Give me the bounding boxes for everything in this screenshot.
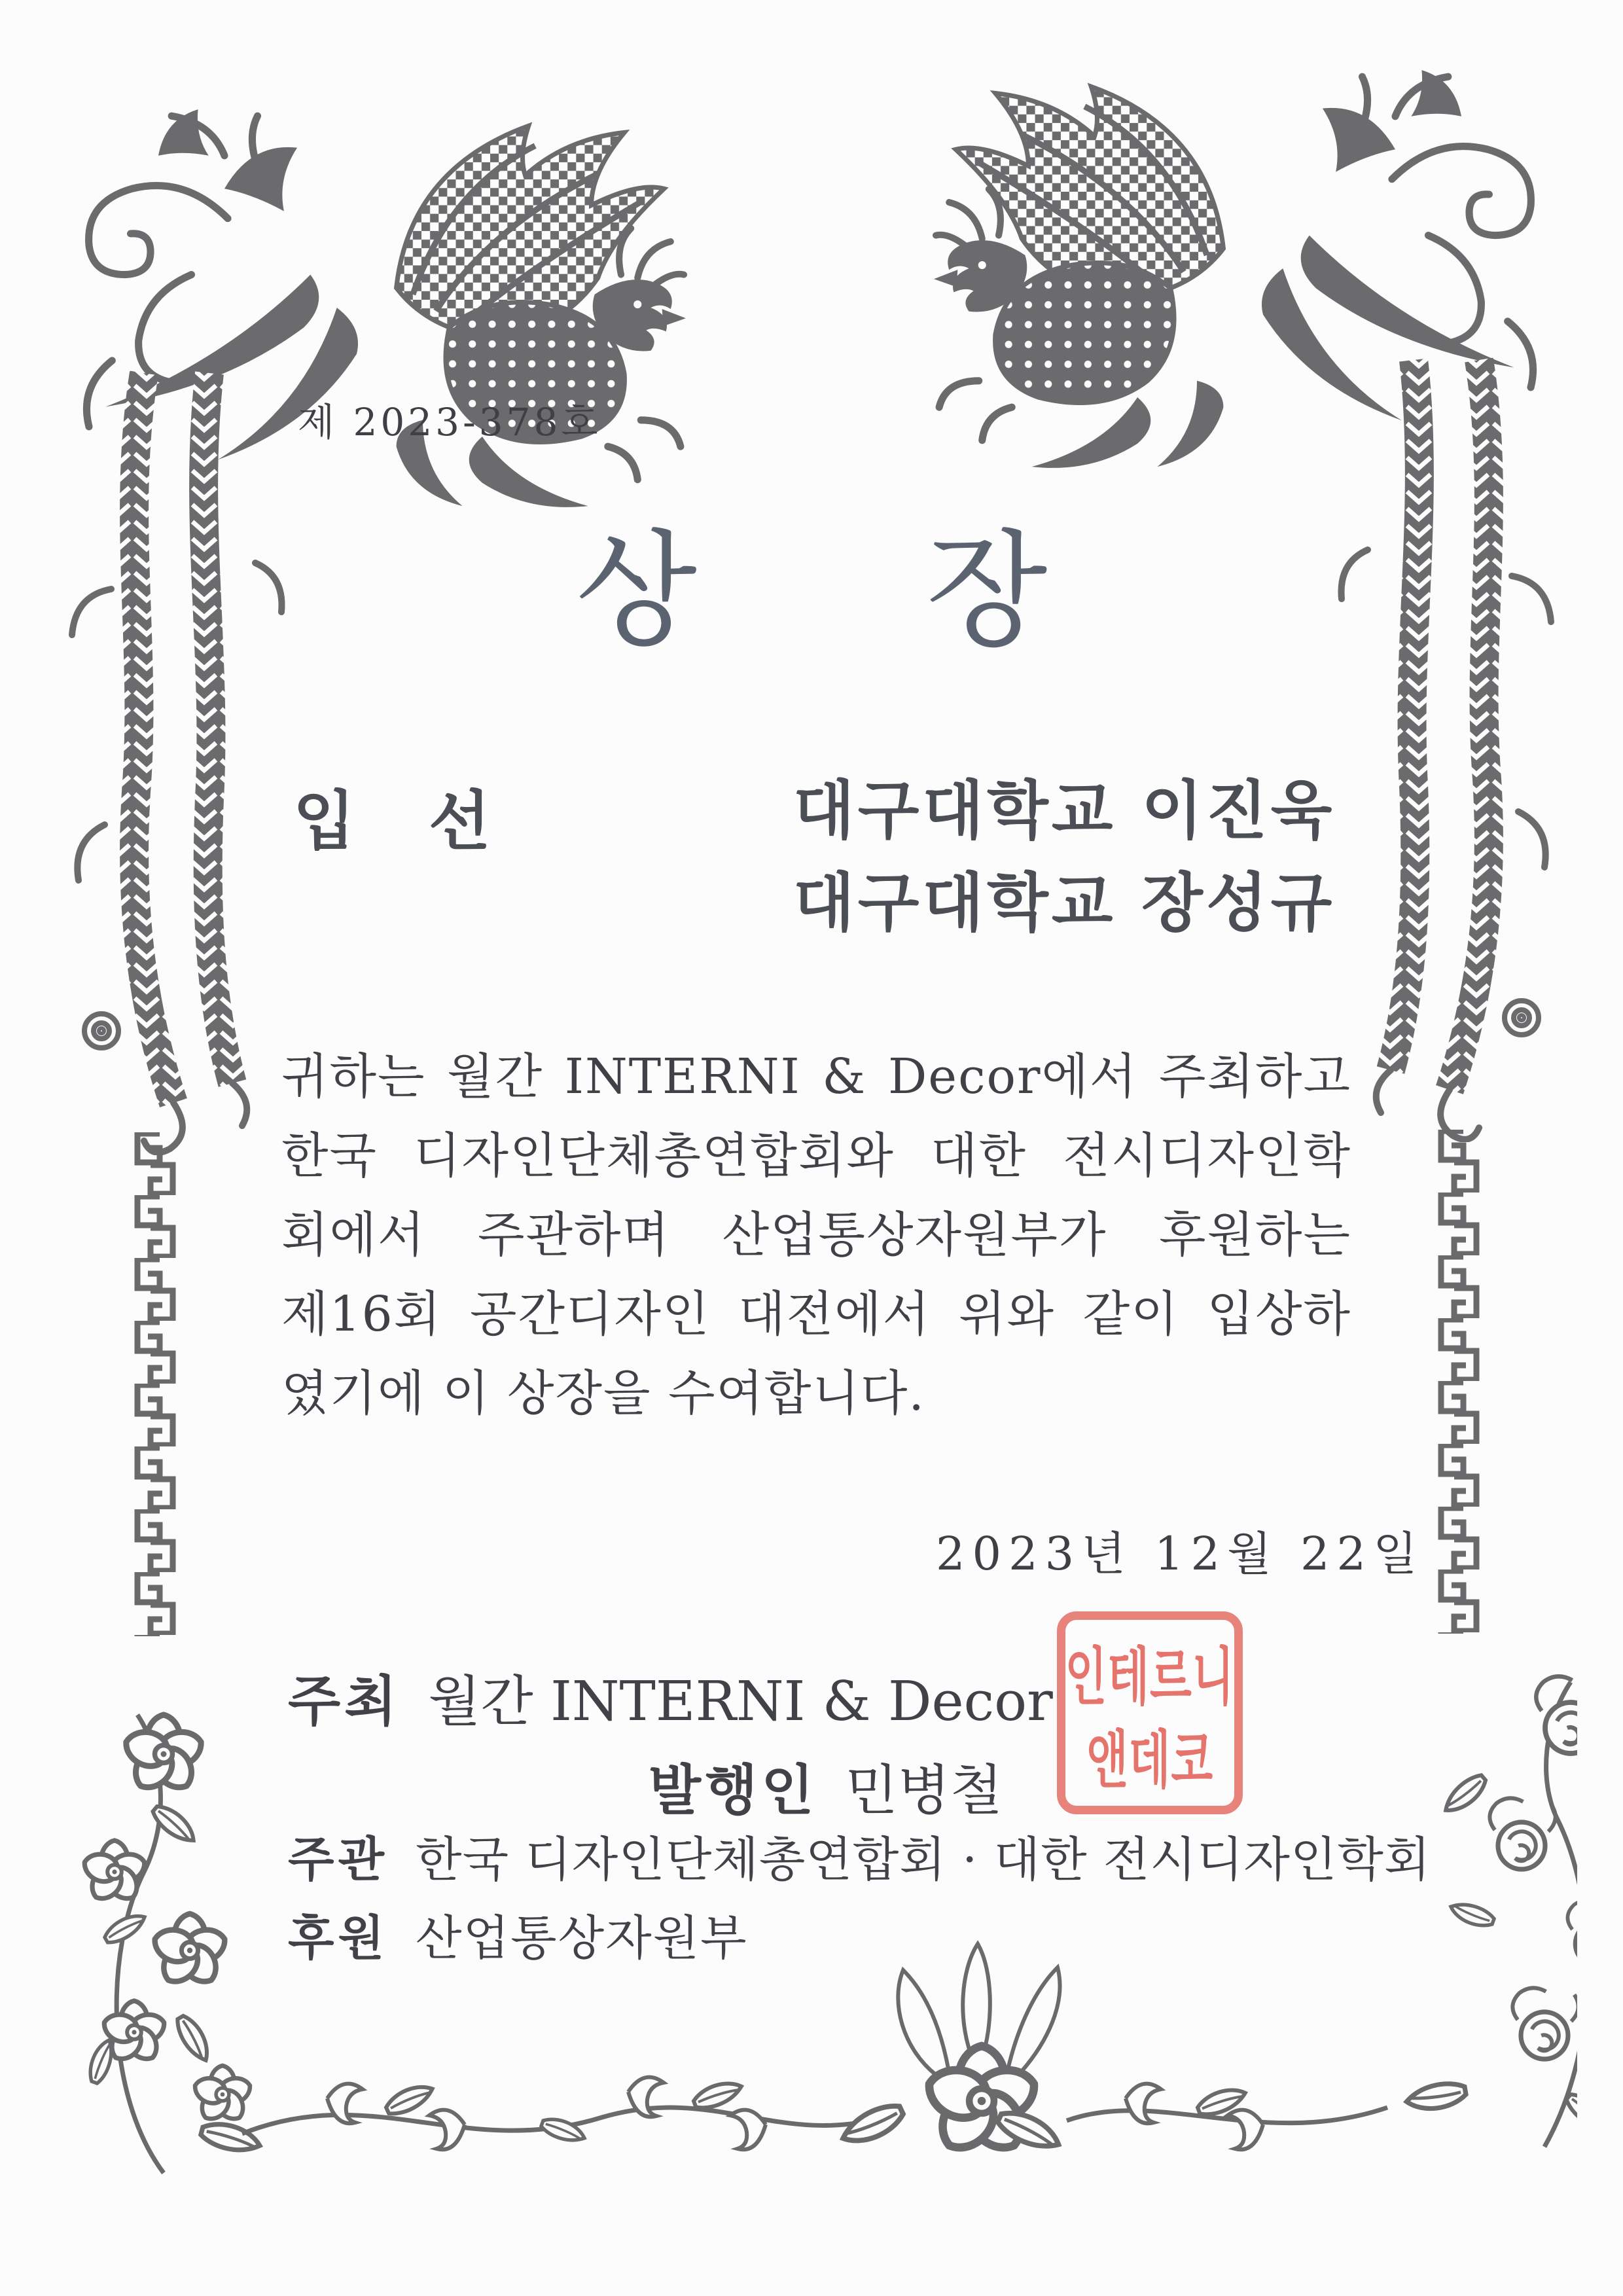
issue-date: 2023년 12월 22일 (936, 1527, 1425, 1581)
right-tail-braid-ornament (1329, 350, 1577, 1142)
host-value: 월간 INTERNI & Decor (428, 1670, 1053, 1733)
sponsor-label: 후원 (288, 1910, 389, 1966)
body-line: 였기에 이 상장을 수여합니다. (281, 1365, 925, 1422)
recipient-line: 대구대학교 이진욱 (793, 773, 1336, 848)
certificate-body (281, 1037, 1351, 1433)
left-tail-braid-ornament (46, 363, 294, 1155)
host-label: 주최 (288, 1669, 401, 1733)
recipient-line: 대구대학교 장성규 (793, 865, 1336, 940)
right-meander-border (1435, 1130, 1489, 1640)
award-rank: 입 선 (293, 783, 513, 859)
sponsor-row (288, 1899, 748, 1968)
red-seal-stamp (1057, 1611, 1243, 1814)
recipient-names (793, 764, 1335, 949)
organizer-row (288, 1821, 1431, 1890)
body-line: 한국 디자인단체총연합회와 대한 전시디자인학 (281, 1128, 1351, 1184)
body-line: 회에서 주관하며 산업통상자원부가 후원하는 (281, 1207, 1351, 1263)
publisher-value: 민병철 (845, 1759, 1003, 1822)
left-meander-border (131, 1132, 186, 1643)
sponsor-value: 산업통상자원부 (416, 1910, 748, 1966)
organizer-label: 주관 (288, 1831, 389, 1888)
stamp-text-row: 인테르니 (1065, 1641, 1235, 1712)
certificate-number: 제 2023-378호 (298, 400, 601, 444)
stamp-text-row: 앤데코 (1086, 1724, 1214, 1795)
publisher-row (288, 1746, 1003, 1825)
organizer-value: 한국 디자인단체총연합회 · 대한 전시디자인학회 (416, 1832, 1431, 1888)
certificate-title (0, 518, 1623, 664)
title-char-jang: 장 (926, 518, 1048, 664)
host-row (288, 1657, 1053, 1736)
publisher-label: 발행인 (648, 1758, 818, 1822)
body-line: 제16회 공간디자인 대전에서 위와 같이 입상하 (281, 1286, 1351, 1342)
body-line: 귀하는 월간 INTERNI & Decor에서 주최하고 (281, 1049, 1351, 1105)
title-char-sang: 상 (575, 518, 697, 664)
